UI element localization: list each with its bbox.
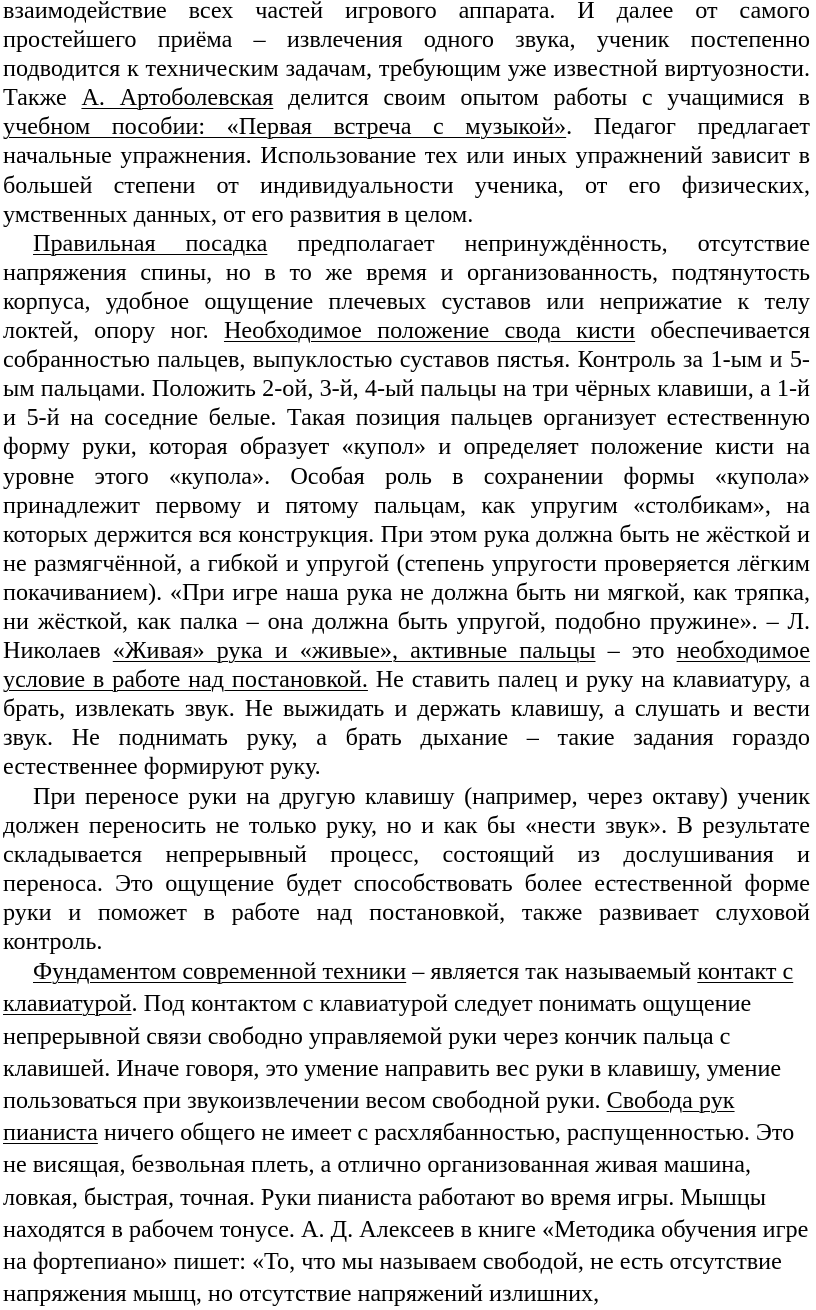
underlined-phrase: учебном пособии: «Первая встреча с музыкой» xyxy=(3,113,567,141)
underlined-phrase: Необходимое положение свода кисти xyxy=(223,317,636,345)
paragraph-3 xyxy=(3,782,810,957)
underlined-phrase: Свобода рук пианиста xyxy=(3,1086,735,1147)
text-run: предполагает непринуждённость, отсутствие напряжения спины, но в то же время и организованность, подтянутость корпуса, удобное ощущение плечевых суставов или неприжатие к телу локтей, опору ног. xyxy=(3,229,810,345)
underlined-phrase: необходимое условие в работе над постановкой. xyxy=(3,637,811,694)
paragraph-1 xyxy=(3,0,810,229)
text-run: . Педагог предлагает начальные упражнения. Использование тех или иных упражнений зависит в большей степени от индивидуальности ученика, от его физических, умственных данных, от его развития в целом. xyxy=(3,113,810,228)
text-run: обеспечивается собранностью пальцев, выпуклостью суставов пястья. Контроль за 1-ым и 5-ым пальцами. Положить 2-ой, 3-й, 4-ый пальцы на три чёрных клавиши, а 1-й и 5-й на соседние белые. Такая позиция пальцев организует естественную форму руки, которая образует «купол» и определяет положение кисти на уровне этого «купола». Особая роль в сохранении формы «купола» принадлежит первому и пятому пальцам, как упругим «столбикам», на которых держится вся конструкция. При этом рука должна быть не жёсткой и не размягчённой, а гибкой и упругой (степень упругости проверяется лёгким покачиванием). «При игре наша рука не должна быть ни мягкой, как тряпка, ни жёсткой, как палка – она должна быть упругой, подобно пружине». – Л. Николаев xyxy=(3,317,811,665)
text-run: Не ставить палец и руку на клавиатуру, а брать, извлекать звук. Не выжидать и держать клавишу, а слушать и вести звук. Не поднимать руку, а брать дыхание – такие задания гораздо естественнее формируют руку. xyxy=(3,666,810,781)
underlined-phrase: Фундаментом современной техники xyxy=(33,958,407,986)
text-run: ничего общего не имеет с расхлябанностью, распущенностью. Это не висящая, безвольная плеть, а отлично организованная живая машина, ловкая, быстрая, точная. Руки пианиста работают во время игры. Мышцы находятся в рабочем тонусе. А. Д. Алексеев в книге «Методика обучения игре на фортепиано» пишет: «То, что мы называем свободой, не есть отсутствие напряжения мышц, но отсутствие напряжений излишних, xyxy=(3,1119,809,1308)
text-run: . Под контактом с клавиатурой следует понимать ощущение непрерывной связи свободно управляемой руки через кончик пальца с клавишей. Иначе говоря, это умение направить вес руки в клавишу, умение пользоваться при звукоизвлечении весом свободной руки. xyxy=(3,990,782,1114)
underlined-phrase: А. Артоболевская xyxy=(81,84,274,112)
text-run: делится своим опытом работы с учащимися в xyxy=(273,84,810,112)
underlined-phrase: Правильная посадка xyxy=(33,229,268,257)
paragraph-2 xyxy=(3,229,810,782)
text-run: – является так называемый xyxy=(406,958,698,986)
underlined-phrase: контакт с клавиатурой xyxy=(3,958,794,1018)
text-run: При переносе руки на другую клавишу (например, через октаву) ученик должен переносить не только руку, но и как бы «нести звук». В результате складывается непрерывный процесс, состоящий из дослушивания и переноса. Это ощущение будет способствовать более естественной форме руки и поможет в работе над постановкой, также развивает слуховой контроль. xyxy=(3,782,810,955)
underlined-phrase: «Живая» рука и «живые», активные пальцы xyxy=(112,637,596,665)
text-run: – это xyxy=(595,637,677,665)
text-run: взаимодействие всех частей игрового аппарата. И далее от самого простейшего приёма – извлечения одного звука, ученик постепенно подводится к техническим задачам, требующим уже известной виртуозности. Также xyxy=(3,0,810,112)
